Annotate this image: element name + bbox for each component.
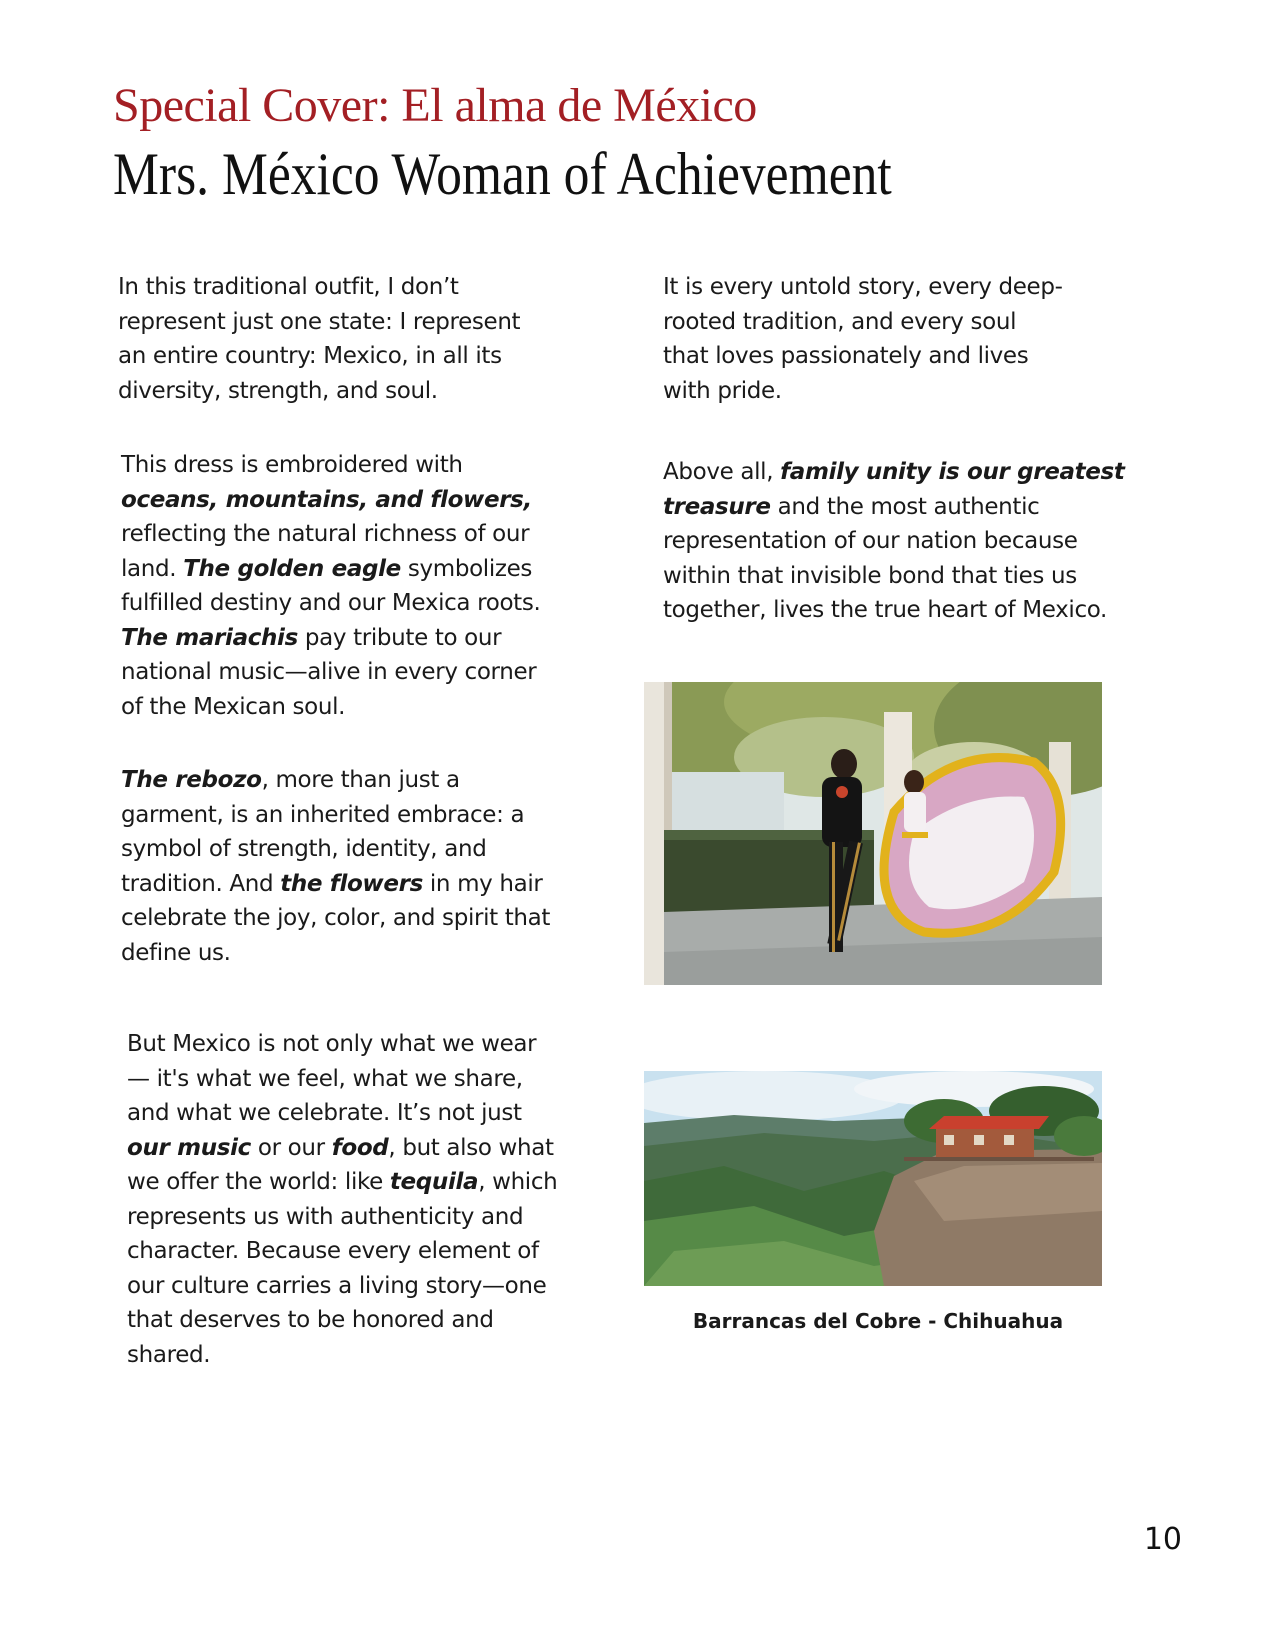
- text-line: garment, is an inherited embrace: a: [121, 801, 525, 828]
- text-line: — it's what we feel, what we share,: [127, 1065, 523, 1092]
- text-run: in my hair: [422, 870, 543, 897]
- text-line: It is every untold story, every deep-: [663, 274, 1063, 300]
- text-run: and the most authentic: [770, 493, 1040, 520]
- text-line: In this traditional outfit, I don’t: [118, 274, 459, 300]
- text-line: But Mexico is not only what we wear: [127, 1031, 537, 1057]
- text-line: that loves passionately and lives: [663, 343, 1029, 369]
- text-line: represent just one state: I represent: [118, 308, 521, 335]
- text-line: symbol of strength, identity, and: [121, 836, 487, 862]
- emphasis-text: food: [331, 1134, 389, 1161]
- text-line: an entire country: Mexico, in all its: [118, 343, 502, 369]
- left-paragraph-2: [121, 448, 540, 724]
- text-line: shared.: [127, 1341, 211, 1368]
- text-line: that deserves to be honored and: [127, 1307, 494, 1333]
- canyon-illustration: [644, 1071, 1102, 1286]
- text-line: [663, 455, 1125, 490]
- left-paragraph-4: [127, 1027, 557, 1372]
- text-line: [121, 867, 550, 902]
- text-line: [127, 1165, 557, 1200]
- emphasis-text: family unity is our greatest: [780, 459, 1125, 485]
- text-line: national music—alive in every corner: [121, 659, 537, 685]
- text-run: , but also what: [388, 1134, 554, 1161]
- emphasis-text: treasure: [663, 493, 771, 520]
- text-run: , which: [478, 1169, 558, 1195]
- emphasis-text: The mariachis: [121, 624, 298, 651]
- text-line: [127, 1131, 557, 1166]
- page-number: 10: [1143, 1522, 1182, 1557]
- canyon-photo: [644, 1071, 1102, 1286]
- emphasis-text: our music: [127, 1134, 251, 1161]
- text-line: rooted tradition, and every soul: [663, 308, 1017, 335]
- right-paragraph-1: [663, 270, 1063, 408]
- left-paragraph-1: [118, 270, 520, 408]
- text-line: [121, 552, 540, 587]
- text-line: This dress is embroidered with: [121, 452, 463, 478]
- emphasis-text: oceans, mountains, and flowers,: [121, 486, 532, 513]
- text-line: character. Because every element of: [127, 1238, 539, 1264]
- text-line: [663, 490, 1125, 525]
- text-run: symbolizes: [400, 555, 533, 582]
- text-line: with pride.: [663, 377, 782, 404]
- text-line: of the Mexican soul.: [121, 693, 346, 720]
- text-line: define us.: [121, 939, 231, 966]
- text-run: , more than just a: [261, 767, 460, 793]
- text-run: Above all,: [663, 459, 781, 485]
- text-line: together, lives the true heart of Mexico.: [663, 597, 1108, 623]
- text-run: pay tribute to our: [297, 624, 502, 651]
- page-title: Mrs. México Woman of Achievement: [113, 141, 892, 207]
- text-line: representation of our nation because: [663, 528, 1078, 554]
- text-line: fulfilled destiny and our Mexica roots.: [121, 590, 541, 616]
- text-line: [121, 621, 540, 656]
- text-line: diversity, strength, and soul.: [118, 377, 438, 404]
- text-run: or our: [250, 1134, 332, 1161]
- left-paragraph-3: [121, 763, 550, 970]
- text-line: [121, 763, 550, 798]
- text-line: and what we celebrate. It’s not just: [127, 1100, 522, 1126]
- text-line: represents us with authenticity and: [127, 1203, 524, 1230]
- text-line: [121, 483, 540, 518]
- emphasis-text: The golden eagle: [183, 555, 401, 582]
- dancers-illustration: [644, 682, 1102, 985]
- section-kicker: Special Cover: El alma de México: [113, 79, 757, 132]
- emphasis-text: The rebozo: [121, 767, 262, 793]
- text-run: we offer the world: like: [127, 1169, 390, 1195]
- text-run: tradition. And: [121, 870, 281, 897]
- text-line: reflecting the natural richness of our: [121, 521, 530, 547]
- emphasis-text: the flowers: [280, 870, 423, 897]
- text-run: land.: [121, 555, 184, 582]
- emphasis-text: tequila: [389, 1169, 479, 1195]
- right-paragraph-2: [663, 455, 1125, 628]
- text-line: our culture carries a living story—one: [127, 1272, 547, 1299]
- dancers-photo: [644, 682, 1102, 985]
- text-line: celebrate the joy, color, and spirit that: [121, 905, 551, 931]
- text-line: within that invisible bond that ties us: [663, 562, 1077, 589]
- photo-caption: Barrancas del Cobre - Chihuahua: [692, 1309, 1064, 1333]
